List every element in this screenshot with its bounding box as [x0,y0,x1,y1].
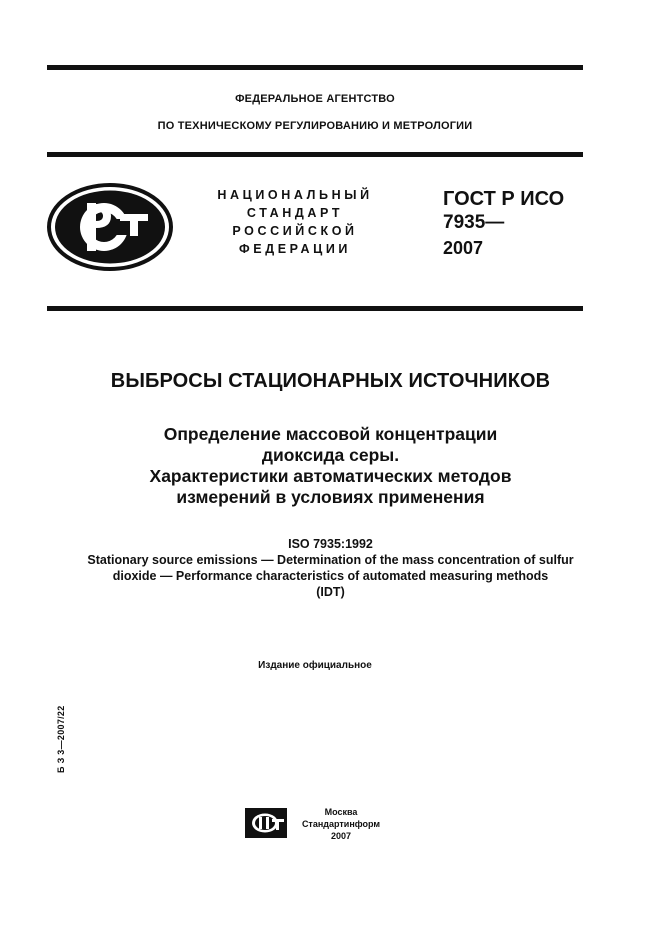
publisher-year: 2007 [330,831,352,841]
standard-type-line1: НАЦИОНАЛЬНЫЙ [217,188,373,202]
standartinform-logo-icon [245,808,287,838]
standard-type [200,186,390,258]
agency-name-line1: ФЕДЕРАЛЬНОЕ АГЕНТСТВО [235,93,395,105]
main-title: ВЫБРОСЫ СТАЦИОНАРНЫХ ИСТОЧНИКОВ [110,370,551,392]
iso-equivalence: (IDT) [316,585,345,599]
top-rule [47,65,583,70]
subtitle-line2: диоксида серы. [261,445,400,465]
designation-line2: 7935— [443,212,505,233]
subtitle-line4: измерений в условиях применения [176,487,485,507]
standard-type-line3: РОССИЙСКОЙ [232,224,358,238]
agency-name-line2: ПО ТЕХНИЧЕСКОМУ РЕГУЛИРОВАНИЮ И МЕТРОЛОГИИ [157,120,473,132]
publisher-city: Москва [324,807,358,817]
iso-reference [20,536,641,600]
side-code: Б З 3—2007/22 [56,705,66,773]
designation-line1: ГОСТ Р ИСО [443,188,565,210]
header-rule [47,152,583,157]
edition-note: Издание официальное [258,660,372,671]
standard-type-line4: ФЕДЕРАЦИИ [238,242,351,256]
standard-type-line2: СТАНДАРТ [246,206,344,220]
subtitle-line3: Характеристики автоматических методов [149,466,512,486]
standard-designation [443,187,564,260]
publisher-name: Стандартинформ [301,819,381,829]
rst-logo-icon [47,183,173,271]
subtitle-line1: Определение массовой концентрации [163,424,498,444]
publisher-info [296,806,386,842]
iso-english-title-line2: dioxide — Performance characteristics of automated measuring methods [112,569,549,583]
subtitle [40,424,621,508]
iso-code: ISO 7935:1992 [288,537,373,551]
title-block-rule [47,306,583,311]
iso-english-title-line1: Stationary source emissions — Determination of the mass concentration of sulfur [87,553,574,567]
designation-line3: 2007 [443,238,484,258]
